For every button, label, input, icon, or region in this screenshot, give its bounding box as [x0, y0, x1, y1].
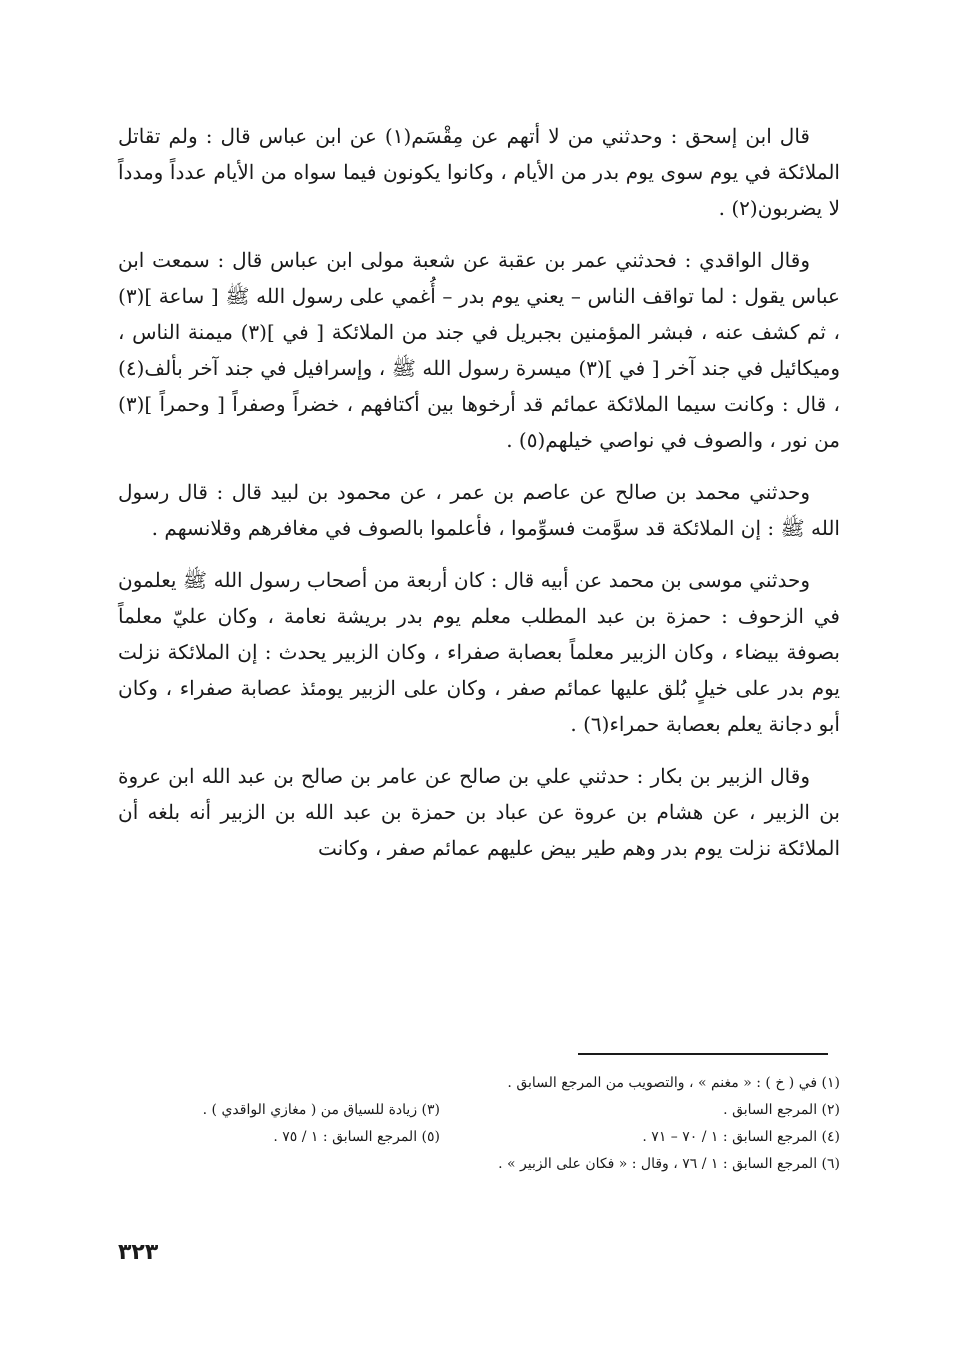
footnote-row [118, 1124, 840, 1151]
paragraph-zubayr-ibn-bakkar: وقال الزبير بن بكار : حدثني علي بن صالح عن عامر بن صالح بن عبد الله ابن عروة بن الزبير ، عن هشام بن عروة عن عباد بن حمزة بن عبد الله بن الزبير أنه بلغه أن الملائكة نزلت يوم بدر وهم طير بيض عليهم عمائم صفر ، وكانت [118, 764, 840, 860]
footnote-row [118, 1070, 840, 1097]
page-number: ٣٢٣ [118, 1240, 159, 1265]
footnote-6: (٦) المرجع السابق : ١ / ٧٦ ، وقال : « فكان على الزبير » . [498, 1156, 840, 1172]
paragraph-muhammad-ibn-salih: وحدثني محمد بن صالح عن عاصم بن عمر ، عن محمود بن لبيد قال : قال رسول الله ﷺ : إن الملائكة قد سوَّمت فسوِّموا ، فأعلموا بالصوف في مغافرهم وقلانسهم . [118, 480, 840, 540]
footnote-separator [578, 1053, 828, 1055]
footnote-4: (٤) المرجع السابق : ١ / ٧٠ – ٧١ . [642, 1129, 840, 1145]
footnote-1: (١) في ( خ ) : « مغنم » ، والتصويب من المرجع السابق . [507, 1075, 840, 1091]
footnotes [118, 1070, 840, 1178]
footnote-2: (٢) المرجع السابق . [723, 1102, 840, 1118]
paragraph-waqidi: وقال الواقدي : فحدثني عمر بن عقبة عن شعبة مولى ابن عباس قال : سمعت ابن عباس يقول : لما تواقف الناس – يعني يوم بدر – أُغمي على رسول الله ﷺ [ ساعة ](٣) ، ثم كشف عنه ، فبشر المؤمنين بجبريل في جند من الملائكة [ في ](٣) ميمنة الناس ، وميكائيل في جند آخر [ في ](٣) ميسرة رسول الله ﷺ ، وإسرافيل في جند آخر بألف(٤) ، قال : وكانت سيما الملائكة عمائم قد أرخوها بين أكتافهم ، خضراً وصفراً [ وحمراً ](٣) من نور ، والصوف في نواصي خيلهم(٥) . [118, 248, 840, 452]
footnote-3: (٣) زيادة للسياق من ( مغازي الواقدي ) . [202, 1102, 440, 1118]
footnote-row [118, 1097, 840, 1124]
footnote-5: (٥) المرجع السابق : ١ / ٧٥ . [273, 1129, 440, 1145]
main-text [118, 118, 840, 882]
paragraph-ibn-ishaq: قال ابن إسحق : وحدثني من لا أتهم عن مِقْسَم(١) عن ابن عباس قال : ولم تقاتل الملائكة في يوم سوى يوم بدر من الأيام ، وكانوا يكونون فيما سواه من الأيام عدداً ومدداً لا يضربون(٢) . [118, 124, 840, 220]
paragraph-musa-ibn-muhammad: وحدثني موسى بن محمد عن أبيه قال : كان أربعة من أصحاب رسول الله ﷺ يعلمون في الزحوف : حمزة بن عبد المطلب معلم يوم بدر بريشة نعامة ، وكان عليّ معلماً بصوفة بيضاء ، وكان الزبير معلماً بعصابة صفراء ، وكان الزبير يحدث : إن الملائكة نزلت يوم بدر على خيلٍ بُلق عليها عمائم صفر ، وكان على الزبير يومئذ عصابة صفراء ، وكان أبو دجانة يعلم بعصابة حمراء(٦) . [118, 568, 840, 736]
footnote-row [118, 1151, 840, 1178]
